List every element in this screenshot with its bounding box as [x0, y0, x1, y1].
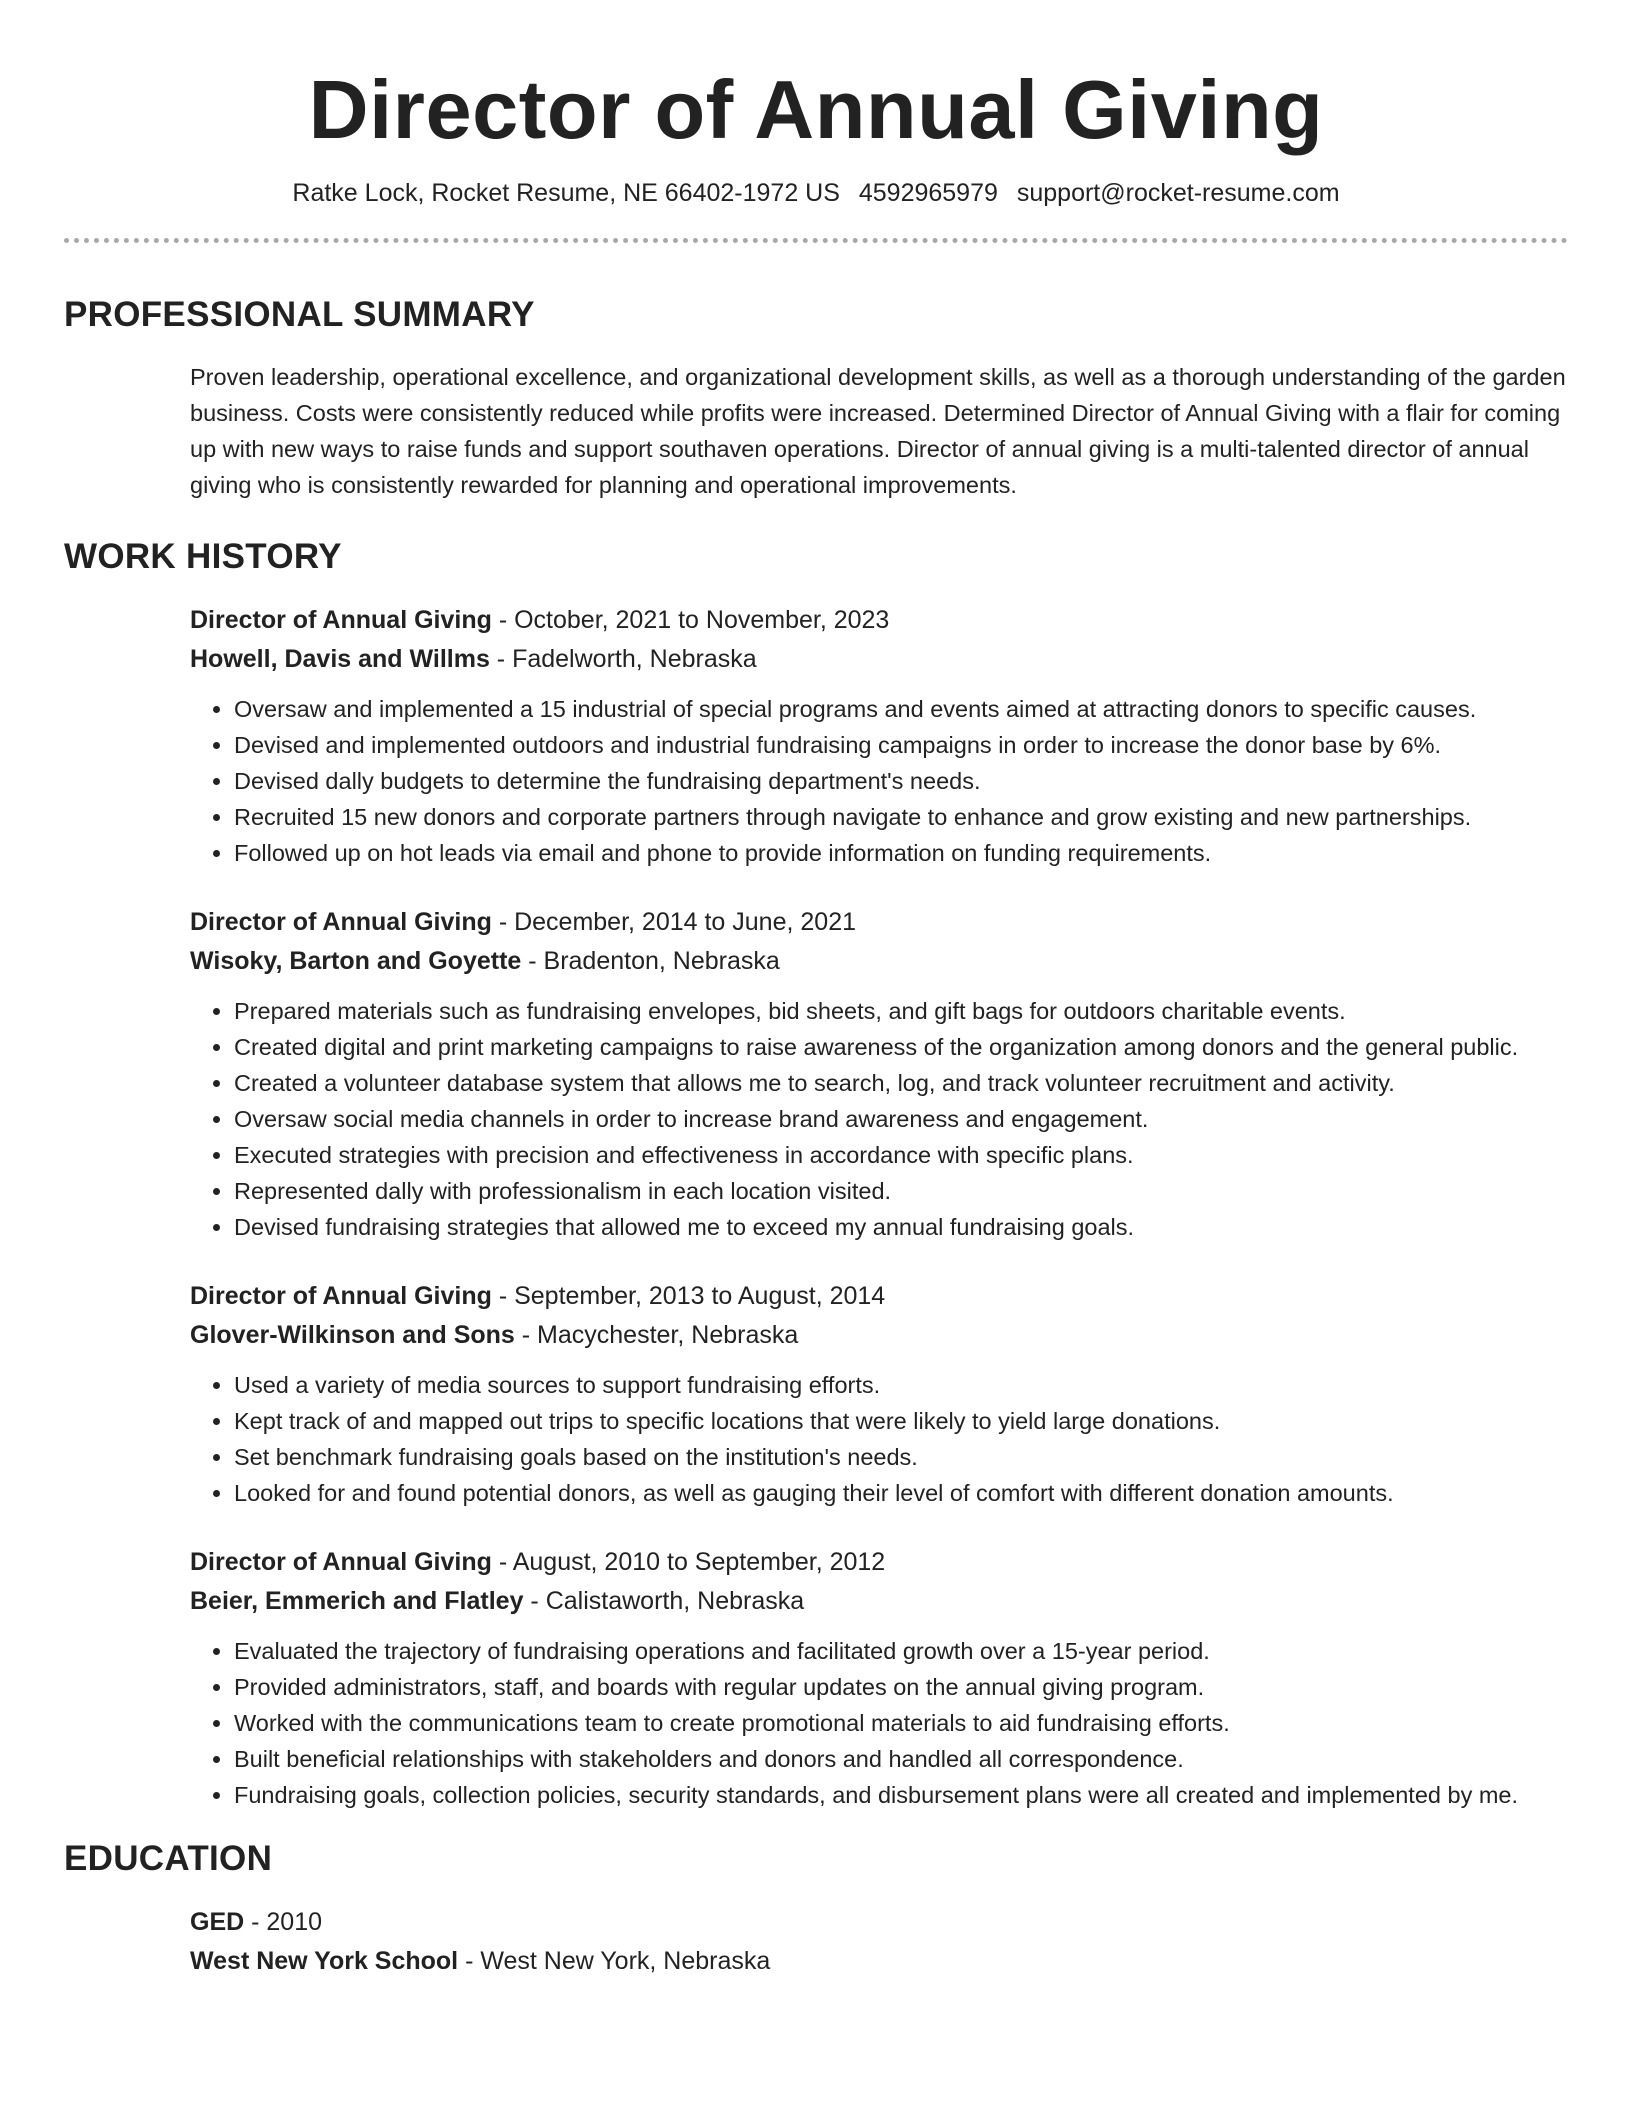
section-title-education: EDUCATION: [64, 1839, 273, 1878]
contact-line: [64, 176, 1568, 210]
job-location: - Calistaworth, Nebraska: [523, 1587, 805, 1615]
education-degree: GED: [190, 1908, 245, 1936]
education-school-line: [190, 1942, 1568, 1981]
education-degree-line: [190, 1903, 1568, 1942]
job-company-line: [190, 640, 1568, 679]
job-company: Wisoky, Barton and Goyette: [190, 947, 522, 975]
job-location: - Macychester, Nebraska: [514, 1321, 799, 1349]
job-role-line: [190, 601, 1568, 640]
job-role-line: [190, 903, 1568, 942]
duty-item: • Devised dally budgets to determine the fundraising department's needs.: [234, 763, 1568, 799]
job-entry: [190, 903, 1568, 1245]
job-company-line: [190, 1316, 1568, 1355]
duty-item: • Worked with the communications team to create promotional materials to aid fundraising efforts.: [234, 1705, 1568, 1741]
job-role: Director of Annual Giving: [190, 606, 492, 634]
duty-item: • Set benchmark fundraising goals based on the institution's needs.: [234, 1439, 1568, 1475]
job-company-line: [190, 942, 1568, 981]
header-divider: [64, 238, 1568, 243]
job-entry: [190, 601, 1568, 871]
section-title-work-history: WORK HISTORY: [64, 537, 342, 576]
duty-item: • Evaluated the trajectory of fundraising operations and facilitated growth over a 15-year period.: [234, 1633, 1568, 1669]
job-company-line: [190, 1582, 1568, 1621]
duty-item: • Recruited 15 new donors and corporate partners through navigate to enhance and grow existing and new partnerships.: [234, 799, 1568, 835]
duty-item: • Devised fundraising strategies that allowed me to exceed my annual fundraising goals.: [234, 1209, 1568, 1245]
duty-item: • Built beneficial relationships with stakeholders and donors and handled all correspondence.: [234, 1741, 1568, 1777]
job-duties: [190, 1367, 1568, 1511]
duty-item: • Used a variety of media sources to support fundraising efforts.: [234, 1367, 1568, 1403]
job-role-line: [190, 1277, 1568, 1316]
job-dates: - December, 2014 to June, 2021: [491, 908, 856, 936]
duty-item: • Prepared materials such as fundraising envelopes, bid sheets, and gift bags for outdoors charitable events.: [234, 993, 1568, 1029]
job-company: Beier, Emmerich and Flatley: [190, 1587, 524, 1615]
job-duties: [190, 691, 1568, 871]
contact-phone: 4592965979: [858, 179, 998, 207]
education-school: West New York School: [190, 1947, 459, 1975]
duty-item: • Followed up on hot leads via email and phone to provide information on funding requirements.: [234, 835, 1568, 871]
job-role: Director of Annual Giving: [190, 1548, 492, 1576]
education-location: - West New York, Nebraska: [458, 1947, 771, 1975]
contact-email: support@rocket-resume.com: [1016, 179, 1340, 207]
duty-item: • Provided administrators, staff, and boards with regular updates on the annual giving program.: [234, 1669, 1568, 1705]
contact-address: Ratke Lock, Rocket Resume, NE 66402-1972 US: [292, 179, 840, 207]
job-dates: - August, 2010 to September, 2012: [491, 1548, 886, 1576]
job-duties: [190, 1633, 1568, 1813]
duty-item: • Executed strategies with precision and effectiveness in accordance with specific plans.: [234, 1137, 1568, 1173]
job-dates: - September, 2013 to August, 2014: [491, 1282, 886, 1310]
duty-item: • Created digital and print marketing campaigns to raise awareness of the organization among donors and the general public.: [234, 1029, 1568, 1065]
job-entry: [190, 1277, 1568, 1511]
job-role: Director of Annual Giving: [190, 1282, 492, 1310]
education-entry: [190, 1903, 1568, 1981]
section-title-summary: PROFESSIONAL SUMMARY: [64, 295, 535, 334]
work-history-list: [64, 601, 1568, 1813]
duty-item: • Looked for and found potential donors, as well as gauging their level of comfort with different donation amounts.: [234, 1475, 1568, 1511]
duty-item: • Kept track of and mapped out trips to specific locations that were likely to yield large donations.: [234, 1403, 1568, 1439]
duty-item: • Devised and implemented outdoors and industrial fundraising campaigns in order to increase the donor base by 6%.: [234, 727, 1568, 763]
duty-item: • Oversaw social media channels in order to increase brand awareness and engagement.: [234, 1101, 1568, 1137]
job-company: Glover-Wilkinson and Sons: [190, 1321, 515, 1349]
job-duties: [190, 993, 1568, 1245]
summary-text: Proven leadership, operational excellence, and organizational development skills, as well as a thorough understanding of the garden business. Costs were consistently reduced while profits were increased. Determined Director of Annual Giving with a flair for coming up with new ways to raise funds and support southaven operations. Director of annual giving is a multi-talented director of annual giving who is consistently rewarded for planning and operational improvements.: [190, 364, 1566, 498]
duty-item: • Represented dally with professionalism in each location visited.: [234, 1173, 1568, 1209]
job-entry: [190, 1543, 1568, 1813]
education-year: - 2010: [244, 1908, 323, 1936]
job-company: Howell, Davis and Willms: [190, 645, 490, 673]
duty-item: • Fundraising goals, collection policies, security standards, and disbursement plans were all created and implemented by me.: [234, 1777, 1568, 1813]
job-role: Director of Annual Giving: [190, 908, 492, 936]
job-location: - Bradenton, Nebraska: [521, 947, 780, 975]
job-dates: - October, 2021 to November, 2023: [491, 606, 890, 634]
resume-title: Director of Annual Giving: [308, 63, 1324, 156]
duty-item: • Oversaw and implemented a 15 industrial of special programs and events aimed at attracting donors to specific causes.: [234, 691, 1568, 727]
job-role-line: [190, 1543, 1568, 1582]
job-location: - Fadelworth, Nebraska: [489, 645, 757, 673]
duty-item: • Created a volunteer database system that allows me to search, log, and track volunteer recruitment and activity.: [234, 1065, 1568, 1101]
